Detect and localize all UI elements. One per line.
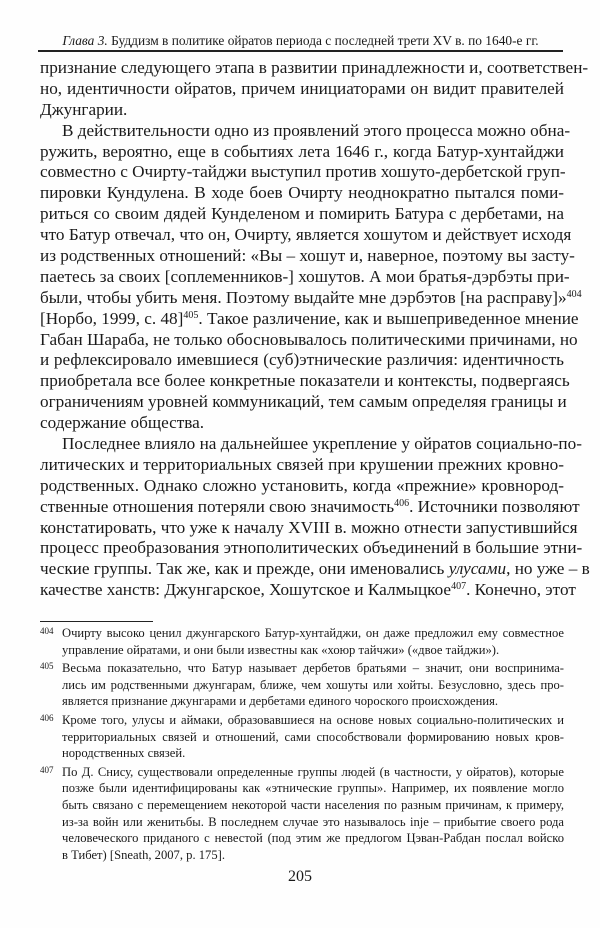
main-text xyxy=(40,58,590,601)
text-fragment: . Конечно, этот xyxy=(466,580,576,600)
footnote-line: человеческого приданого с невестой (под этим же предлогом Цэван-Рабдан послал войско xyxy=(62,831,564,846)
footnote-line: из-за войн или женитьбы. В последнем случае это называлось inje – прибытие своего рода xyxy=(62,814,564,829)
footnote-line: в Тибет) [Sneath, 2007, p. 175]. xyxy=(62,847,225,862)
footnote-line: является признание джунгарами и дербетами единого чороского происхождения. xyxy=(62,694,499,709)
text-fragment: . Источники позволяют xyxy=(409,496,580,516)
text-line: В действительности одно из проявлений этого процесса можно обна- xyxy=(62,120,571,140)
footnote-line: Кроме того, улусы и аймаки, образовавшиеся на основе новых социально-политических и xyxy=(62,712,564,727)
footnote-line: позже были идентифицированы как «этнические группы». Например, их появление могло xyxy=(62,781,564,796)
footnote-line: территориальных связей и отношений, сами способствовали формированию новых кров- xyxy=(62,729,564,744)
footnote-rule xyxy=(40,621,153,622)
text-fragment: были, чтобы убить меня. Поэтому выдайте мне дэрбэтов [на расправу]» xyxy=(40,287,567,307)
text-line: и рефлексировало имевшиеся (суб)этнические различия: идентичность xyxy=(40,350,564,370)
text-line: Джунгарии. xyxy=(40,99,128,119)
footnotes xyxy=(40,625,564,865)
text-line: констатировать, что уже к началу XVIII в. можно отнести запустившийся xyxy=(40,517,578,537)
text-fragment: . Такое различение, как и вышеприведенное мнение xyxy=(198,308,579,328)
text-line: но, идентичности ойратов, причем инициаторами он видит правителей xyxy=(40,78,564,98)
page-number: 205 xyxy=(288,868,312,885)
text-fragment: , но уже – в xyxy=(506,559,590,579)
text-line: признание следующего этапа в развитии принадлежности и, соответствен- xyxy=(40,58,589,77)
text-line: совместно с Очирту-тайджи выступил против хошуто-дербетской груп- xyxy=(40,162,566,182)
footnote-number: 407 xyxy=(40,764,54,775)
chapter-title: Буддизм в политике ойратов периода с последней трети XV в. по 1640-е гг. xyxy=(111,33,539,48)
text-line: ружить, вероятно, еще в событиях лета 1646 г., когда Батур-хунтайджи xyxy=(40,141,564,161)
running-header xyxy=(38,33,563,49)
footnote-ref[interactable]: 407 xyxy=(451,581,467,593)
footnote-number: 404 xyxy=(40,626,54,636)
text-fragment: [Норбо, 1999, с. 48] xyxy=(40,308,184,328)
text-line: паетесь за своих [соплеменников-] хошутов. А мои братья-дэрбэты при- xyxy=(40,266,570,286)
text-line: пировки Кундулена. В ходе боев Очирту неоднократно пытался поми- xyxy=(40,183,564,203)
footnote-line: нородственных связей. xyxy=(62,746,186,761)
footnote-407 xyxy=(40,764,564,864)
text-line: литических и территориальных связей при крушении прежних кровно- xyxy=(40,454,564,474)
italic-term: улусами xyxy=(448,559,507,579)
text-line xyxy=(40,496,580,518)
text-line xyxy=(40,559,590,580)
text-line: ограничениям уровней коммуникаций, тем самым определяя границы и xyxy=(40,392,567,412)
text-line xyxy=(40,308,579,330)
text-line: риться со своим дядей Кунделеном и помирить Батура с дербетами, на xyxy=(40,204,564,224)
text-line: родственных. Однако сложно установить, когда «прежние» кровнород- xyxy=(40,475,564,495)
text-line xyxy=(40,287,582,309)
footnote-ref[interactable]: 405 xyxy=(183,309,199,321)
footnote-404 xyxy=(40,625,564,658)
footnote-ref[interactable]: 404 xyxy=(566,288,582,300)
footnote-line: По Д. Снису, существовали определенные группы людей (в частности, у ойратов), которые xyxy=(62,764,564,779)
header-rule xyxy=(38,50,563,52)
footnote-ref[interactable]: 406 xyxy=(394,497,410,509)
text-line: из родственных отношений: «Вы – хошут и, наверное, поэтому вы засту- xyxy=(40,246,575,266)
paragraph-1 xyxy=(40,58,589,121)
paragraph-2 xyxy=(40,120,582,434)
footnote-line: управление ойратами, и они были известны как «хоюр тайчжи» («двое тайджи»). xyxy=(62,642,500,657)
footnote-line: лись им родственными джунгарам, ближе, чем хошуты или хойты. Безусловно, здесь про- xyxy=(62,677,564,692)
text-fragment: ственные отношения потеряли свою значимость xyxy=(40,496,395,516)
text-line: Габан Шараба, не только обосновывалось политическими причинами, но xyxy=(40,329,578,349)
footnote-number: 405 xyxy=(40,661,54,672)
footnote-line: быть связано с перемещением некоторой части населения по разным причинам, к примеру, xyxy=(62,797,564,812)
text-line: что Батур отвечал, что он, Очирту, является хошутом и действует исходя xyxy=(40,225,572,245)
footnote-line: Весьма показательно, что Батур называет дербетов братьями – значит, они воспринима- xyxy=(62,661,564,676)
text-line: процесс преобразования этнополитических объединений в большие этни- xyxy=(40,538,583,558)
text-line xyxy=(40,580,576,601)
footnote-405 xyxy=(40,660,564,710)
footnote-406 xyxy=(40,712,564,762)
text-line: Последнее влияло на дальнейшее укрепление у ойратов социально-по- xyxy=(62,434,582,454)
footnote-number: 406 xyxy=(40,712,54,723)
chapter-label: Глава 3. xyxy=(62,33,108,48)
footnote-line: Очирту высоко ценил джунгарского Батур-хунтайджи, он даже предложил ему совместное xyxy=(62,626,564,640)
text-fragment: ческие группы. Так же, как и прежде, они именовались xyxy=(40,559,449,579)
text-line: приобретала все более конкретные показатели и контексты, подвергаясь xyxy=(40,371,570,391)
text-line: содержание общества. xyxy=(40,413,205,433)
text-fragment: качестве ханств: Джунгарское, Хошутское и Калмыцкое xyxy=(40,580,452,600)
paragraph-3 xyxy=(40,434,590,601)
